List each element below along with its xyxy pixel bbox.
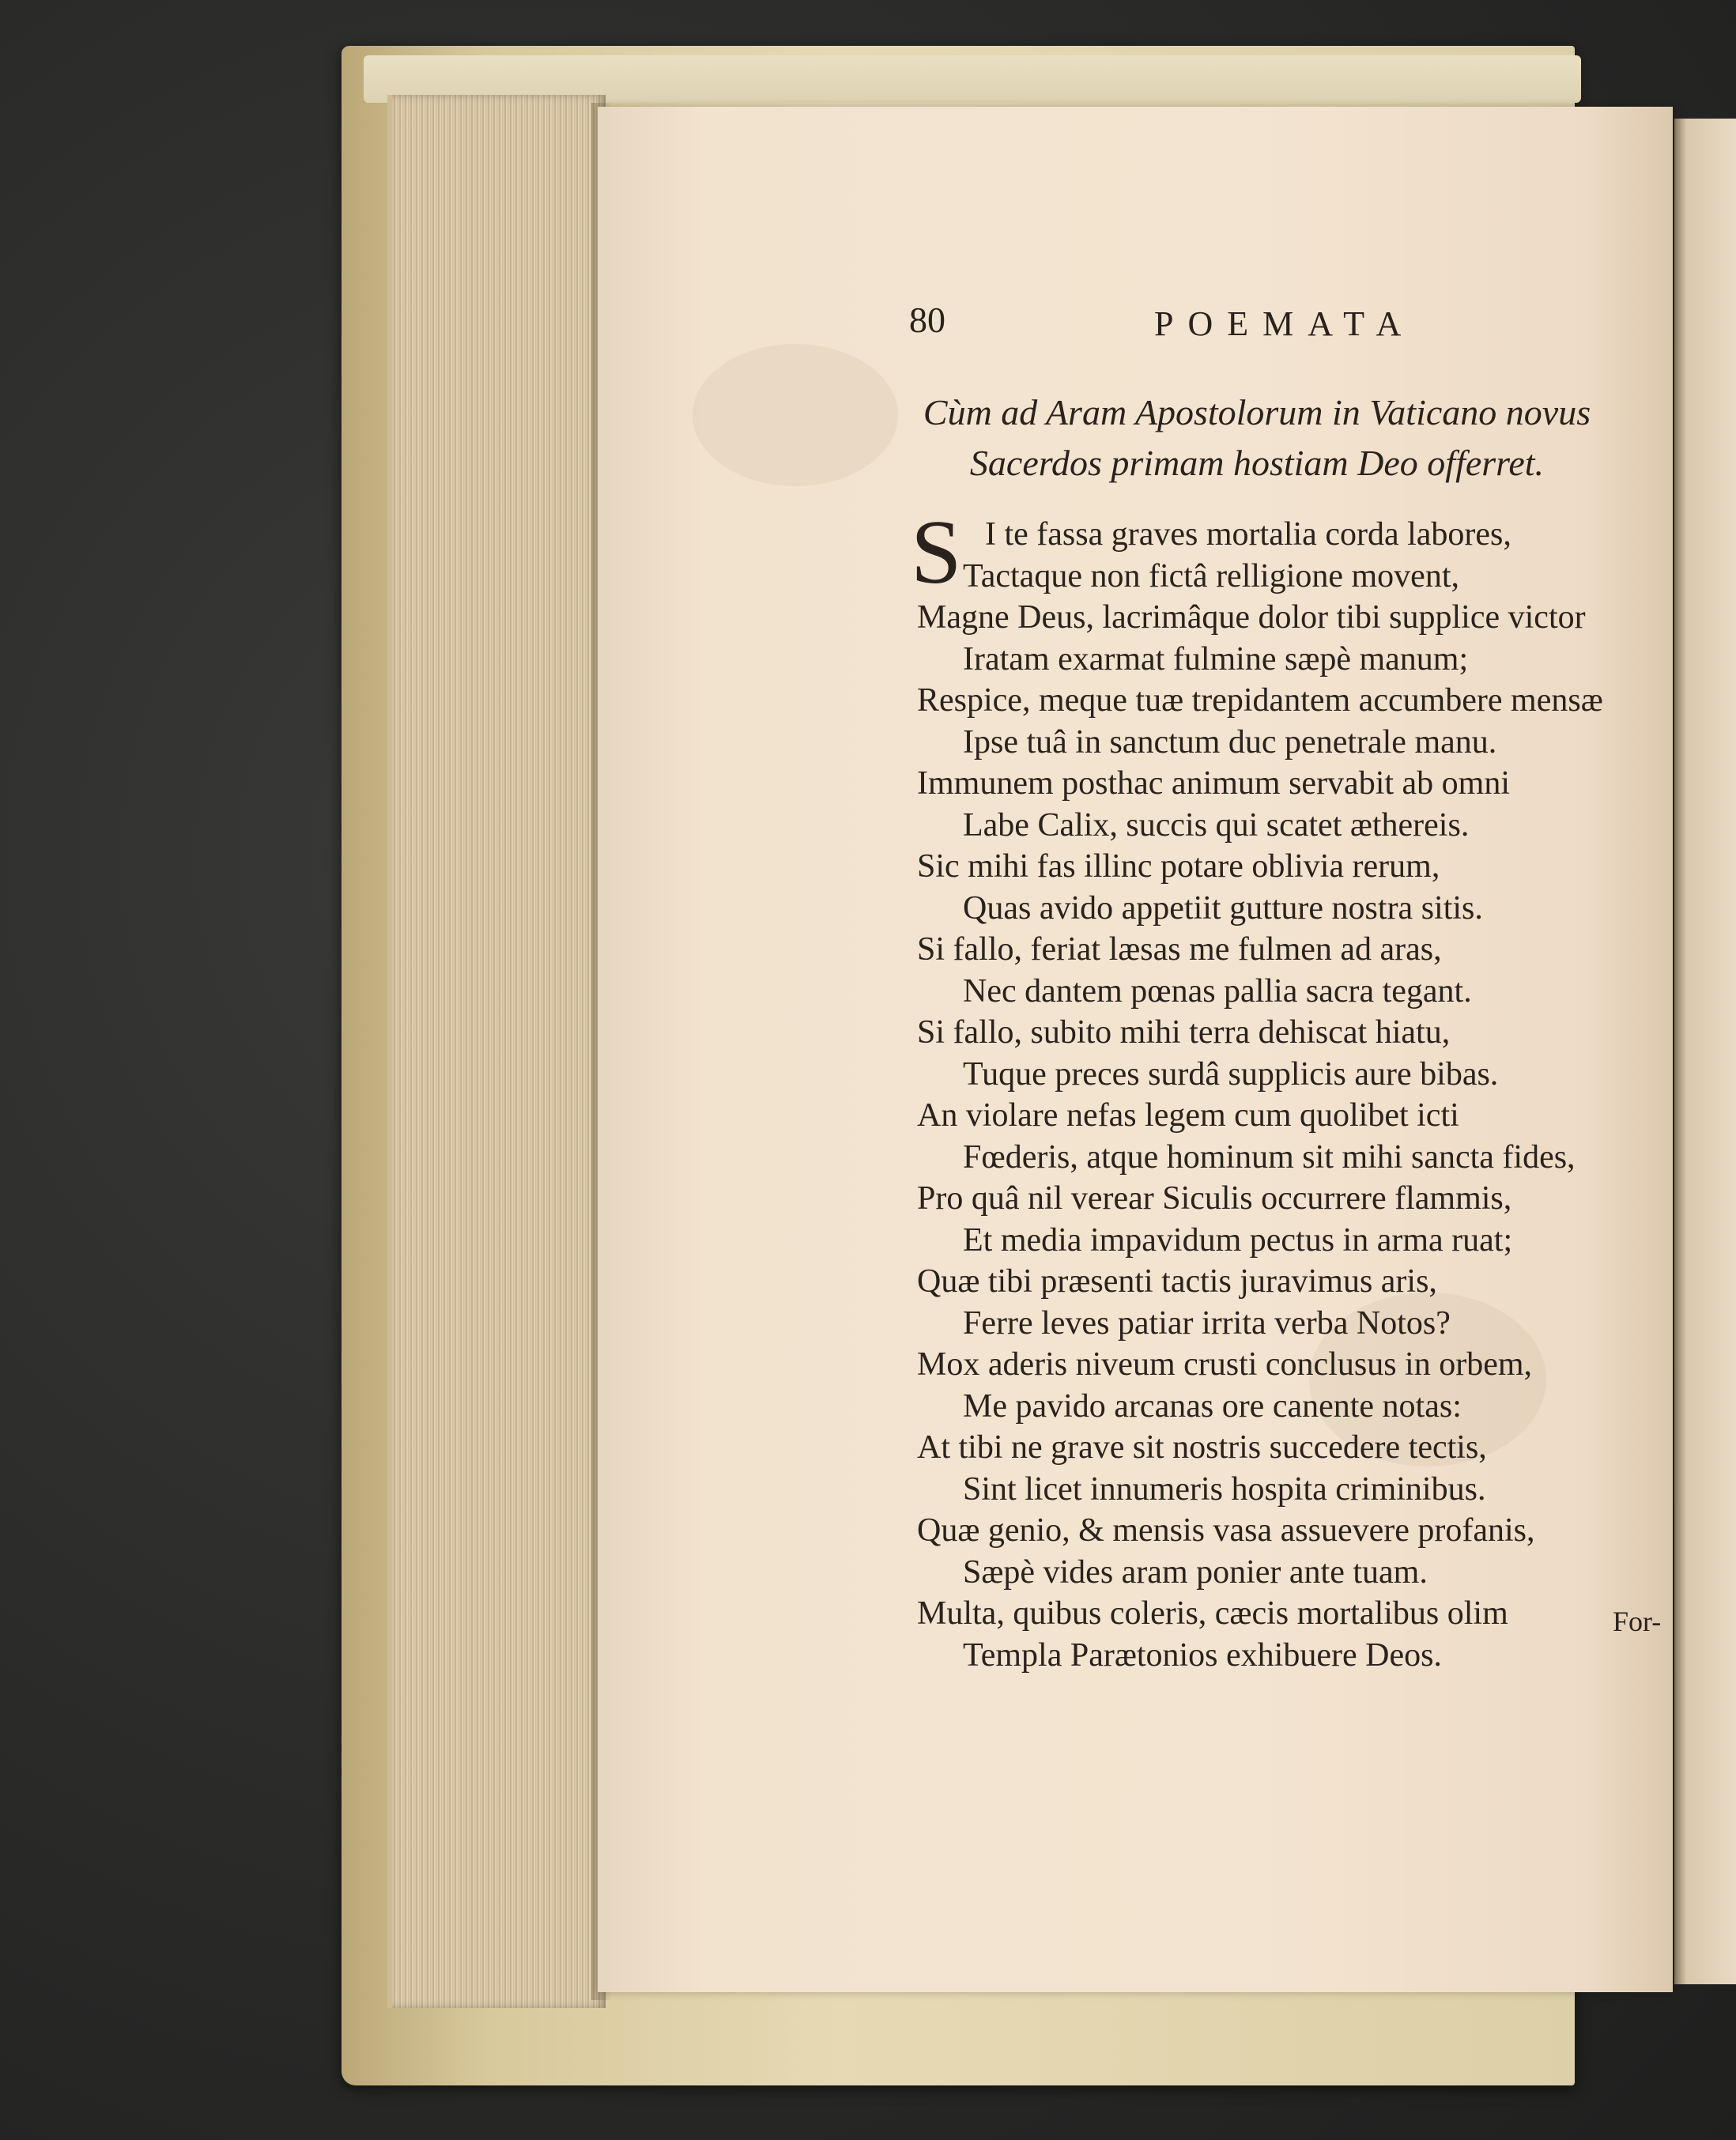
verse-line: Et media impavidum pectus in arma ruat;: [963, 1221, 1513, 1259]
verse-line: Pro quâ nil verear Siculis occurrere flammis,: [917, 1180, 1512, 1217]
verse-line: Mox aderis niveum crusti conclusus in orbem,: [917, 1346, 1533, 1383]
verse-line: At tibi ne grave sit nostris succedere tectis,: [917, 1429, 1487, 1466]
page-block-edges: [387, 95, 606, 2008]
verse-line: Multa, quibus coleris, cæcis mortalibus olim: [917, 1595, 1508, 1632]
verse-line: Nec dantem pœnas pallia sacra tegant.: [963, 972, 1472, 1010]
verse-line: Me pavido arcanas ore canente notas:: [963, 1387, 1462, 1425]
verse-line: Ipse tuâ in sanctum duc penetrale manu.: [963, 723, 1497, 761]
facing-page-edge: [1674, 119, 1736, 1984]
verse-line: Quæ genio, & mensis vasa assuevere profanis,: [917, 1512, 1535, 1549]
verse-line: Si fallo, feriat læsas me fulmen ad aras,: [917, 931, 1442, 968]
poem-title-line-2: Sacerdos primam hostiam Deo offerret.: [969, 443, 1545, 483]
catchword: For-: [1613, 1606, 1662, 1637]
verse-line: I te fassa graves mortalia corda labores,: [985, 516, 1511, 553]
page-header: [909, 299, 1510, 354]
verse-line: An violare nefas legem cum quolibet icti: [917, 1097, 1459, 1134]
verse-line: Sint licet innumeris hospita criminibus.: [963, 1470, 1486, 1508]
verse-line: Respice, meque tuæ trepidantem accumbere mensæ: [917, 682, 1603, 719]
verse-line: Ferre leves patiar irrita verba Notos?: [963, 1304, 1451, 1342]
verse-line: Quæ tibi præsenti tactis juravimus aris,: [917, 1263, 1437, 1300]
verse-line: Quas avido appetiit gutture nostra sitis.: [963, 889, 1483, 927]
poem-body: [911, 502, 1613, 1676]
verse-line: Tuque preces surdâ supplicis aure bibas.: [963, 1055, 1499, 1093]
verse-line: Magne Deus, lacrimâque dolor tibi supplice victor: [917, 599, 1586, 636]
drop-cap: S: [911, 502, 962, 603]
poem-title: [921, 387, 1593, 489]
verse-line: Tactaque non fictâ relligione movent,: [963, 557, 1459, 594]
verse-line: Immunem posthac animum servabit ab omni: [917, 765, 1511, 802]
poem-title-line-1: Cùm ad Aram Apostolorum in Vaticano novus: [923, 392, 1591, 432]
verse-line: Si fallo, subito mihi terra dehiscat hiatu,: [917, 1014, 1451, 1051]
page-number: 80: [909, 300, 945, 340]
verse-line: Labe Calix, succis qui scatet æthereis.: [963, 806, 1470, 844]
verse-line: Sæpè vides aram ponier ante tuam.: [963, 1553, 1428, 1591]
running-title: POEMATA: [1154, 304, 1416, 343]
verse-line: Fœderis, atque hominum sit mihi sancta fides,: [963, 1138, 1576, 1176]
verse-line: Iratam exarmat fulmine sæpè manum;: [963, 640, 1469, 677]
paper-stain: [693, 344, 898, 486]
verse-line: Templa Parætonios exhibuere Deos.: [963, 1636, 1442, 1674]
verse-line: Sic mihi fas illinc potare oblivia rerum,: [917, 848, 1440, 885]
